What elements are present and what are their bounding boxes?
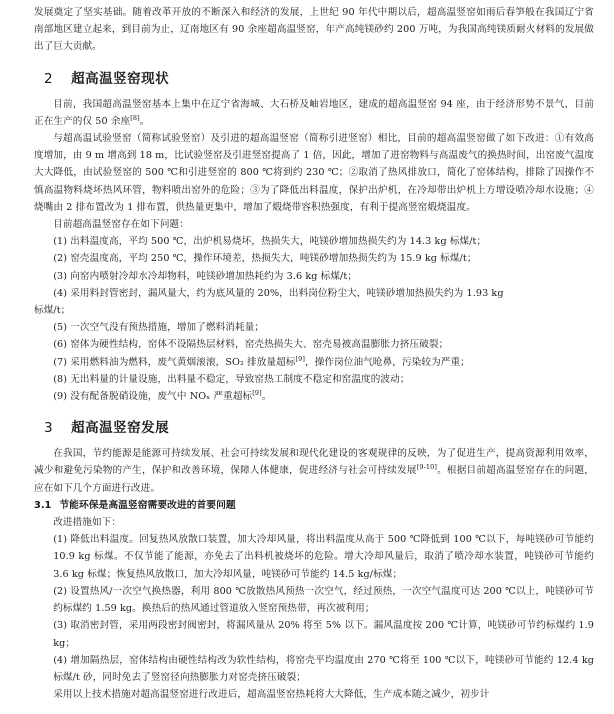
subsection-3-1-title: 节能环保是高温竖窑需要改进的首要问题 <box>59 499 236 511</box>
section-2-paragraph-2: 与超高温试验竖窑（简称试验竖窑）及引进的超高温竖窑（简称引进竖窑）相比，目前的超高温竖窑做了如下改进：①有效高度增加，由 9 m 增高到 18 m，比试验竖窑及引进竖窑提高了 1 倍，因此，增加了进窑物料与高温废气的换热时间，出窑废气温度大大降低，由试验竖窑的 500 ℃和引进竖窑的 800 ℃将到约 230 ℃；②取消了热风排放口，简化了窑体结构，排除了因操作不慎高温物料烧坏热风环管，物料喷出窑外的危险；③为了降低出料温度，保护出炉机，在冷却带出炉机上方增设喷冷却水设施；④烧嘴由 2 排布置改为 1 排布置，供热量更集中，增加了煅烧带容积热强度，有利于提高竖窑煅烧温度。 <box>34 133 594 213</box>
measure-item: (3) 取消密封管，采用两段密封阀密封，将漏风量从 20% 将至 5% 以下。漏风温度按 200 ℃计算，吨镁砂可节约标煤约 1.9 kg； <box>53 620 594 649</box>
measure-item: (1) 降低出料温度。回复热风放散口装置，加大冷却风量，将出料温度从高于 500 ℃降低到 100 ℃以下，每吨镁砂可节能约 10.9 kg 标煤。不仅节能了能源，亦免去了出料机被烧坏的危险。增大冷却风量后，取消了喷冷却水装置，吨镁砂可节能约 3.6 kg 标煤；恢复热风放散口，加大冷却风量，吨镁砂可节能约 14.5 kg/标煤； <box>53 534 594 580</box>
problem-item: (8) 无出料量的计量设施，出料量不稳定，导致窑热工制度不稳定和窑温度的波动； <box>53 373 410 385</box>
problems-list <box>34 233 594 405</box>
measures-list <box>34 531 594 686</box>
section-3-paragraph-1-text: 在我国，节约能源是能源可持续发展、社会可持续发展和现代化建设的客观规律的反映，为了促进生产，提高资源利用效率，减少和避免污染物的产生，保护和改善环境，保障人体健康，促进经济与社会可持续发展 <box>34 448 594 477</box>
problem-text-end: ，操作岗位油气呛鼻，污染较为严重； <box>305 356 470 368</box>
problem-item-continuation: 标煤/t； <box>34 305 71 317</box>
section-2-heading <box>34 67 594 87</box>
section-2-paragraph-1-text: 目前，我国超高温竖窑基本上集中在辽宁省海城、大石桥及岫岩地区，建成的超高温竖窑 94 座，由于经济形势不景气，目前正在生产的仅 50 余座 <box>34 98 594 127</box>
problem-item <box>34 388 594 405</box>
problem-item: (2) 窑壳温度高，平均 250 ℃，操作环境差，热损失大，吨镁砂增加热损失约为 15.9 kg 标煤/t； <box>53 253 477 265</box>
citation: [9] <box>252 389 262 398</box>
section-2-paragraph-3: 目前超高温竖窑存在如下问题： <box>53 219 189 231</box>
subsection-3-1-number: 3.1 <box>34 499 52 511</box>
problem-item: (3) 向窑内喷射冷却水冷却物料，吨镁砂增加热耗约为 3.6 kg 标煤/t； <box>53 270 358 282</box>
problem-item: (1) 出料温度高，平均 500 ℃，出炉机易烧坏，热损失大，吨镁砂增加热损失约为 14.3 kg 标煤/t； <box>53 236 487 248</box>
problem-text-end: 。 <box>261 391 272 403</box>
subsection-3-1-lead: 改进措施如下： <box>53 517 122 529</box>
problem-text: (9) 没有配备脱硝设施，废气中 NOₓ 严重超标 <box>53 391 253 403</box>
problem-text: (7) 采用燃料油为燃料，废气黄烟滚滚，SO₂ 排放量超标 <box>53 356 296 368</box>
section-3-paragraph-1-end: 。根据目前超高温竖窑存在的问题，应在如下几个方面进行改进。 <box>34 465 594 494</box>
subsection-3-1-heading <box>34 497 594 514</box>
problem-item: (5) 一次空气没有预热措施，增加了燃料消耗量； <box>53 322 265 334</box>
problem-item <box>34 354 594 371</box>
punctuation: 。 <box>139 115 150 127</box>
intro-paragraph: 发展奠定了坚实基础。随着改革开放的不断深入和经济的发展，上世纪 90 年代中期以后，超高温竖窑如雨后春笋般在我国辽宁省南部地区建立起来，到目前为止，辽南地区有 90 余座超高温竖窑，年产高纯镁砂约 200 万吨，为我国高纯镁质耐火材料的发展做出了巨大贡献。 <box>34 7 594 53</box>
citation: [8] <box>130 113 140 122</box>
citation: [9-10] <box>416 463 437 472</box>
section-3-title: 超高温竖窑发展 <box>71 420 170 437</box>
measure-item: (4) 增加隔热层，窑体结构由硬性结构改为软性结构，将窑壳平均温度由 270 ℃将至 100 ℃以下，吨镁砂可节能约 12.4 kg 标煤/t 砂，同时免去了竖窑径向热膨胀力对窑壳挤压破裂； <box>53 654 594 683</box>
section-3-heading <box>34 416 594 436</box>
subsection-3-1-closing: 采用以上技术措施对超高温竖窑进行改进后，超高温竖窑热耗将大大降低，生产成本随之减少，初步计 <box>53 689 490 701</box>
section-2-title: 超高温竖窑现状 <box>71 70 170 87</box>
problem-item: (4) 采用料封管密封，漏风量大，约为底风量的 20%，出料岗位粉尘大，吨镁砂增加热损失约为 1.93 kg <box>53 287 504 299</box>
citation: [9] <box>295 354 306 363</box>
section-3-paragraph-1 <box>34 445 594 497</box>
section-2-paragraph-1 <box>34 96 594 130</box>
section-2-number: 2 <box>44 70 54 87</box>
measure-item: (2) 设置热风/一次空气换热器，利用 800 ℃放散热风预热一次空气，经过预热，一次空气温度可达 200 ℃以上，吨镁砂可节约标煤约 1.59 kg。换热后的热风通过管道放入竖窑预热带，再次被利用； <box>53 585 594 615</box>
section-3-number: 3 <box>44 420 54 437</box>
problem-item: (6) 窑体为硬性结构，窑体不设隔热层材料，窑壳热损失大、窑壳易被高温膨胀力挤压破裂； <box>53 339 449 351</box>
